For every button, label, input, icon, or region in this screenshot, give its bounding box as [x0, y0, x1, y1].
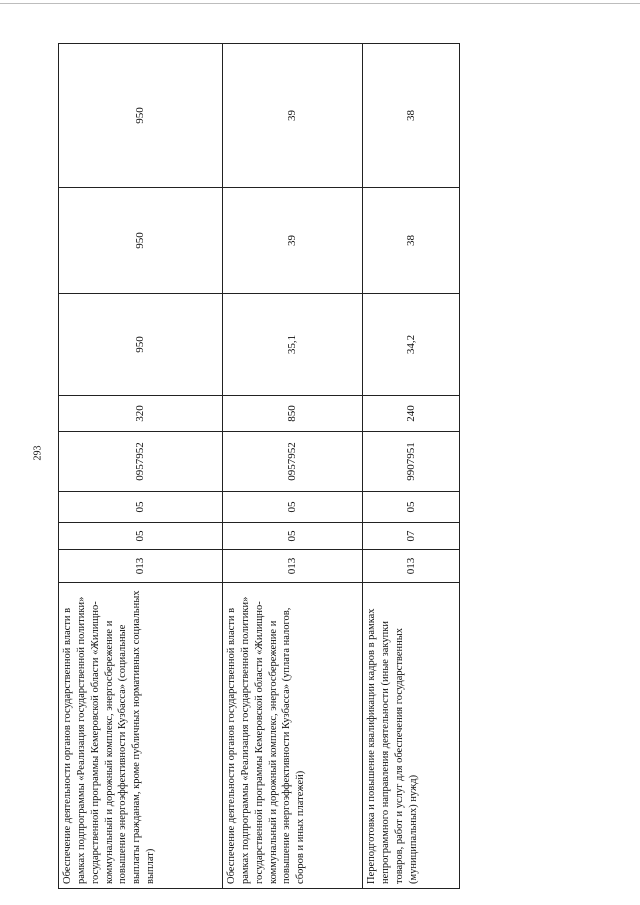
row-description: Обеспечение деятельности органов государственной власти в рамках подпрограммы «Реализация государственной политики» государственной программы Кемеровской области «Жилищно-коммунальный и дорожный комплекс, энергосбережение и повышение энергоэффективности Кузбасса» (уплата налогов, сборов и иных платежей)	[223, 583, 363, 889]
row-description: Переподготовка и повышение квалификации кадров в рамках непрограммного направления деятельности (иные закупки товаров, работ и услуг для обеспечения государственных (муниципальных) нужд)	[363, 583, 460, 889]
target-article-code: 9907951	[363, 432, 460, 492]
ministry-code: 013	[59, 550, 223, 583]
row-description: Обеспечение деятельности органов государственной власти в рамках подпрограммы «Реализация государственной политики» государственной программы Кемеровской области «Жилищно-коммунальный и дорожный комплекс, энергосбережение и повышение энергоэффективности Кузбасса» (социальные выплаты гражданам, кроме публичных нормативных социальных выплат)	[59, 583, 223, 889]
budget-table-rotated	[58, 44, 459, 889]
expense-type-code: 240	[363, 396, 460, 432]
section-code: 05	[223, 523, 363, 550]
amount-3: 38	[363, 44, 460, 188]
page-top-rule	[0, 3, 640, 4]
budget-table	[58, 43, 460, 889]
subsection-code: 05	[363, 492, 460, 523]
amount-2: 38	[363, 188, 460, 294]
subsection-code: 05	[59, 492, 223, 523]
amount-3: 950	[59, 44, 223, 188]
section-code: 07	[363, 523, 460, 550]
ministry-code: 013	[223, 550, 363, 583]
table-row	[59, 44, 223, 889]
amount-1: 35,1	[223, 294, 363, 396]
target-article-code: 0957952	[59, 432, 223, 492]
amount-2: 39	[223, 188, 363, 294]
expense-type-code: 850	[223, 396, 363, 432]
expense-type-code: 320	[59, 396, 223, 432]
amount-1: 950	[59, 294, 223, 396]
table-row	[223, 44, 363, 889]
page-number-text: 293	[32, 445, 44, 461]
subsection-code: 05	[223, 492, 363, 523]
amount-3: 39	[223, 44, 363, 188]
budget-table-container	[58, 44, 459, 889]
target-article-code: 0957952	[223, 432, 363, 492]
ministry-code: 013	[363, 550, 460, 583]
section-code: 05	[59, 523, 223, 550]
amount-2: 950	[59, 188, 223, 294]
page-number	[29, 441, 47, 465]
amount-1: 34,2	[363, 294, 460, 396]
table-row	[363, 44, 460, 889]
